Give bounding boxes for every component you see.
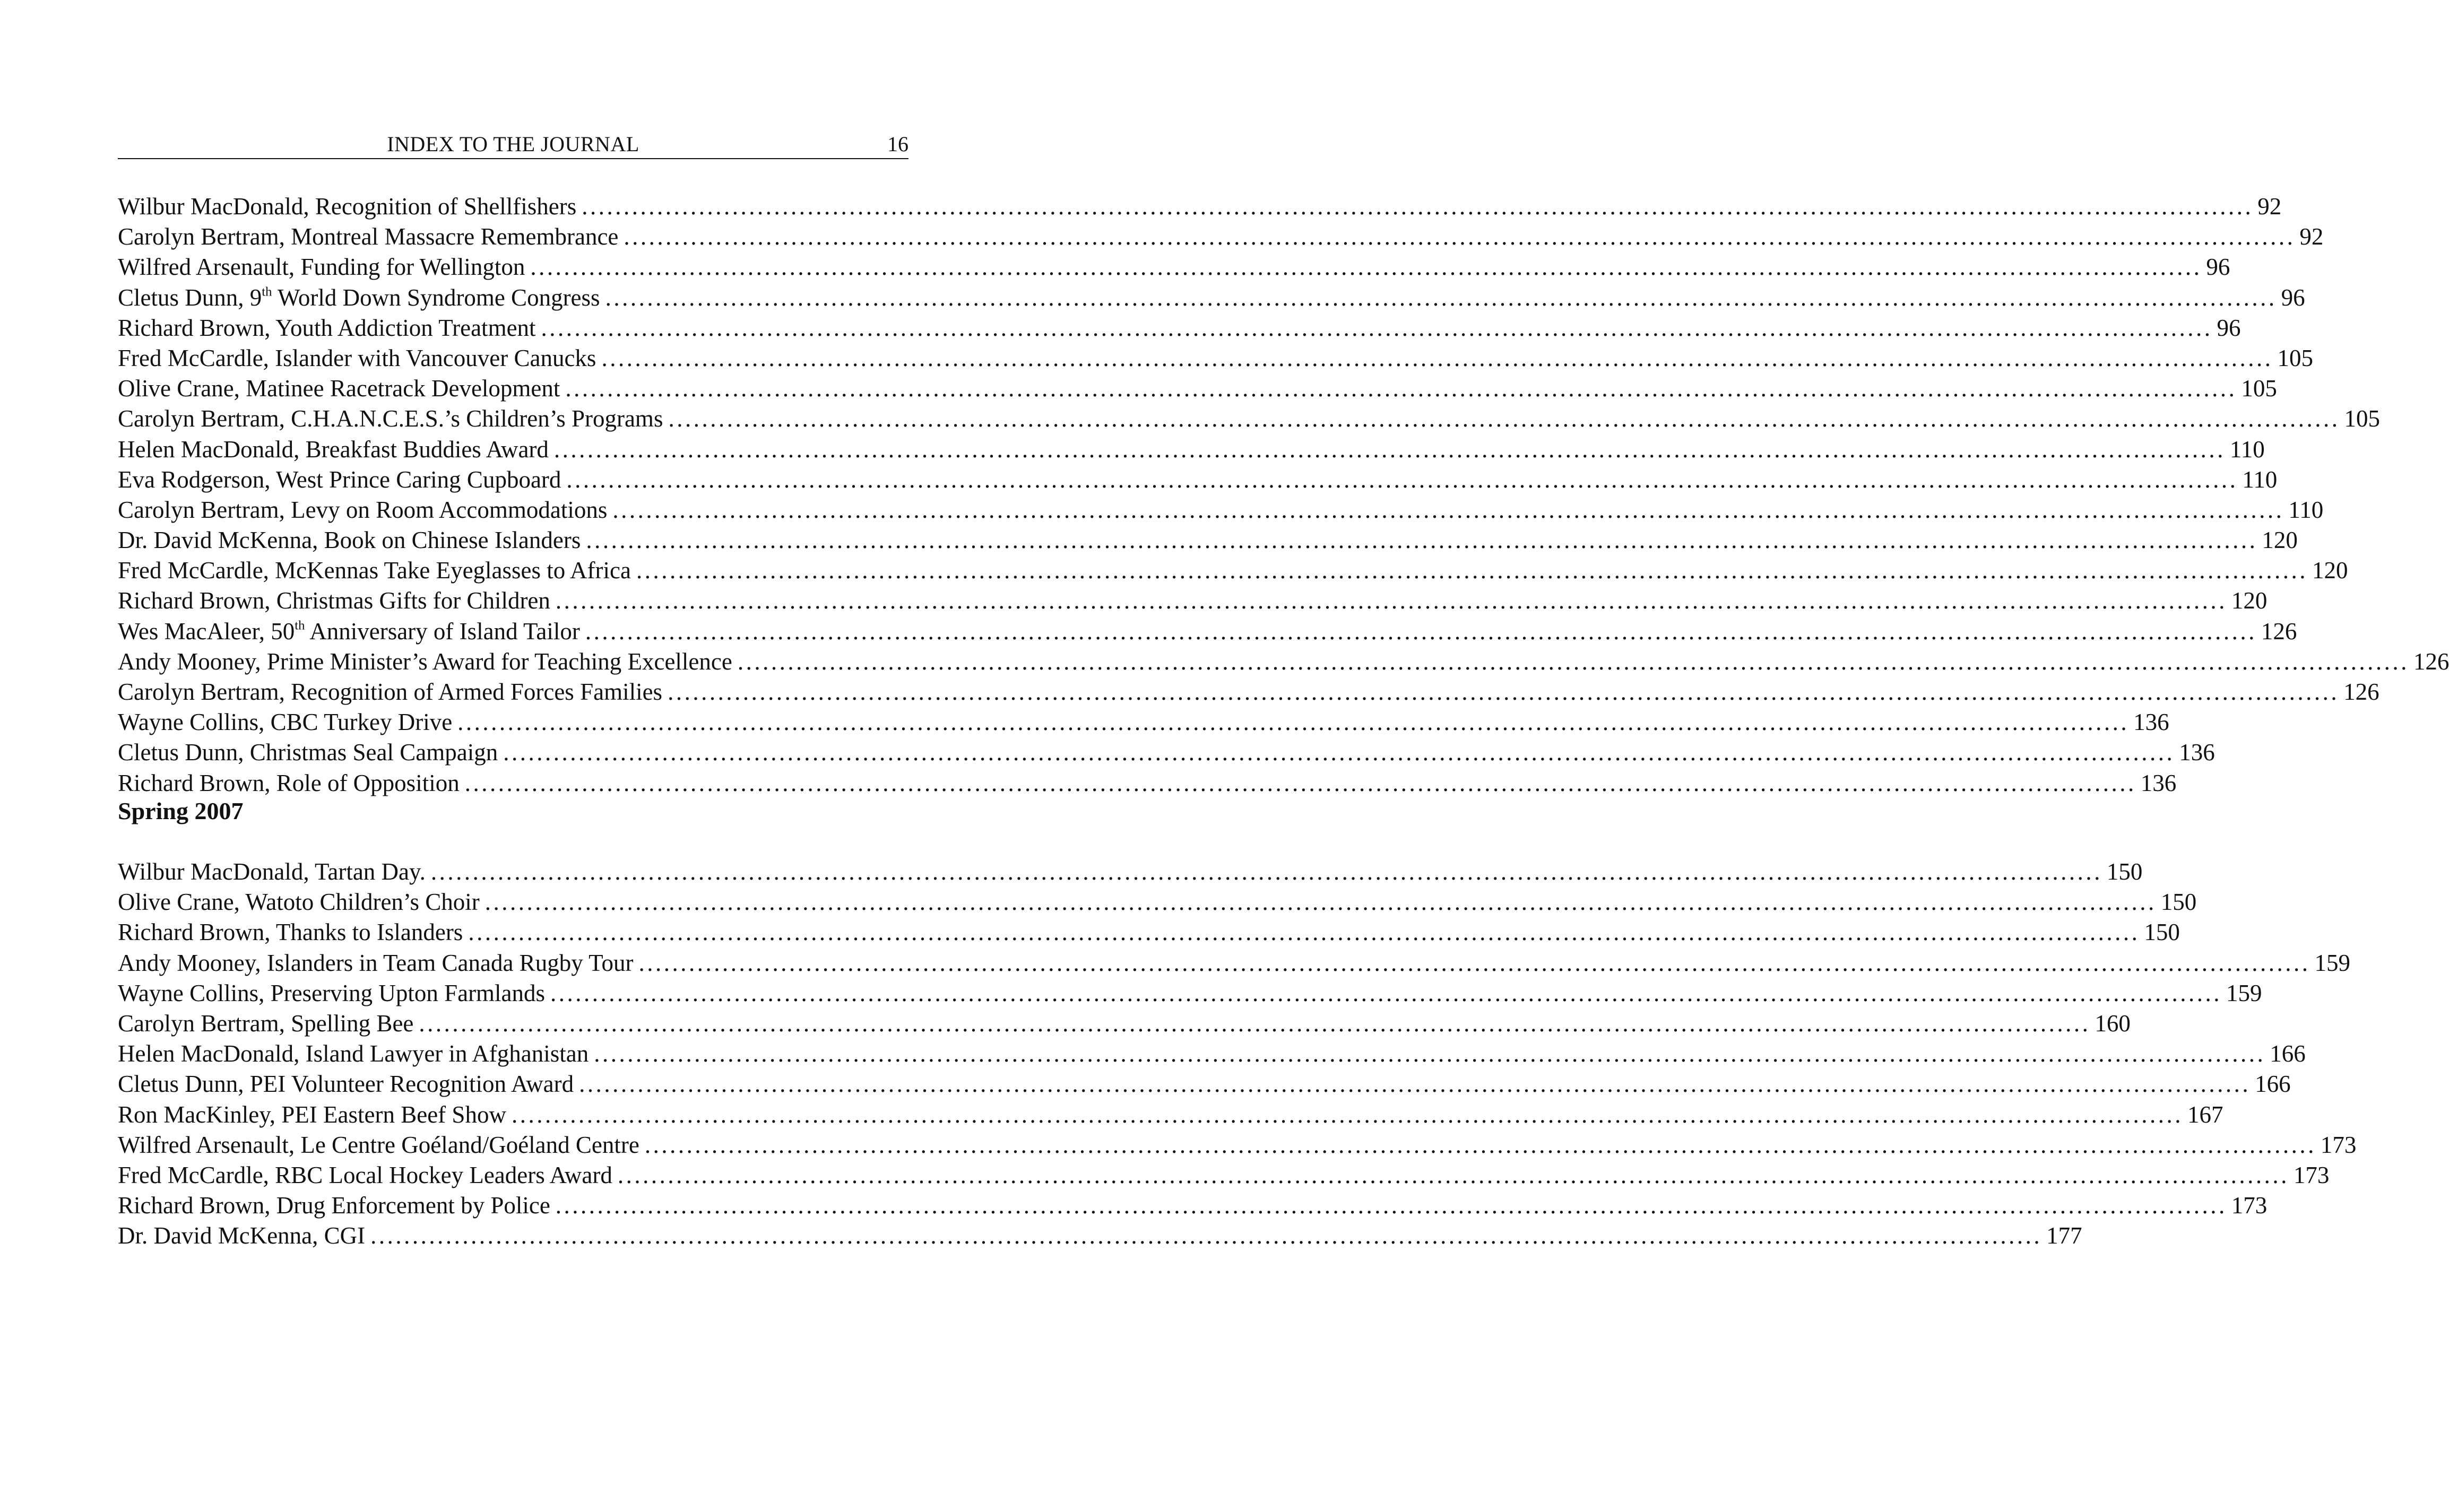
index-entry bbox=[118, 616, 2297, 647]
entry-text: Andy Mooney, Prime Minister’s Award for Teaching Excellence bbox=[118, 648, 732, 675]
entry-member-name: Carolyn Bertram bbox=[118, 405, 279, 432]
entry-topic: Thanks to Islanders bbox=[275, 919, 463, 946]
entry-text: Ron MacKinley, PEI Eastern Beef Show bbox=[118, 1101, 506, 1128]
index-entry bbox=[118, 525, 2298, 555]
entry-page-number: 136 bbox=[2140, 769, 2177, 796]
entry-topic: Prime Minister’s Award for Teaching Excellence bbox=[266, 648, 732, 675]
dot-leader: ........................................................................................................................................................................................................ bbox=[594, 1040, 2266, 1067]
dot-leader: ........................................................................................................................................................................................................ bbox=[636, 557, 2308, 584]
entry-page-number: 173 bbox=[2293, 1161, 2330, 1188]
dot-leader: ........................................................................................................................................................................................................ bbox=[566, 466, 2238, 493]
index-page bbox=[118, 0, 2449, 1512]
entry-text: Wayne Collins, Preserving Upton Farmlands bbox=[118, 979, 546, 1006]
entry-member-name: Andy Mooney bbox=[118, 949, 255, 976]
entry-page-number: 110 bbox=[2242, 466, 2278, 493]
entry-page-number: 126 bbox=[2261, 618, 2297, 645]
entry-member-name: Fred McCardle bbox=[118, 1161, 263, 1188]
index-entry bbox=[118, 1130, 2357, 1160]
entry-member-name: Ron MacKinley bbox=[118, 1101, 270, 1128]
entry-topic: Recognition of Armed Forces Families bbox=[291, 679, 663, 705]
entry-topic: Youth Addiction Treatment bbox=[275, 314, 536, 341]
entry-topic: Funding for Wellington bbox=[300, 254, 525, 281]
entry-member-name: Olive Crane bbox=[118, 375, 234, 402]
entry-text: Dr. David McKenna, Book on Chinese Islanders bbox=[118, 527, 581, 554]
entry-topic: Watoto Children’s Choir bbox=[245, 889, 480, 916]
entry-topic: McKennas Take Eyeglasses to Africa bbox=[275, 557, 631, 584]
entry-text: Fred McCardle, McKennas Take Eyeglasses to Africa bbox=[118, 557, 631, 584]
index-entry bbox=[118, 677, 2379, 707]
entry-member-name: Carolyn Bertram bbox=[118, 1010, 279, 1037]
dot-leader: ........................................................................................................................................................................................................ bbox=[644, 1131, 2316, 1158]
index-entry bbox=[118, 404, 2380, 434]
entry-page-number: 150 bbox=[2144, 919, 2180, 946]
entry-member-name: Eva Rodgerson bbox=[118, 466, 265, 493]
entry-page-number: 136 bbox=[2133, 709, 2169, 736]
index-entry bbox=[118, 887, 2197, 917]
entry-topic: 9 bbox=[249, 284, 262, 311]
entry-member-name: Wilbur MacDonald bbox=[118, 858, 304, 885]
dot-leader: ........................................................................................................................................................................................................ bbox=[612, 496, 2284, 523]
dot-leader: ........................................................................................................................................................................................................ bbox=[555, 1192, 2227, 1219]
entry-page-number: 96 bbox=[2206, 254, 2230, 281]
entry-topic: Christmas Seal Campaign bbox=[249, 739, 498, 766]
dot-leader: ........................................................................................................................................................................................................ bbox=[468, 919, 2140, 946]
entry-page-number: 96 bbox=[2281, 284, 2305, 311]
page-number: 16 bbox=[887, 132, 908, 156]
entry-text: Carolyn Bertram, C.H.A.N.C.E.S.’s Children’s Programs bbox=[118, 405, 663, 432]
index-entry bbox=[118, 1100, 2223, 1130]
entry-topic: RBC Local Hockey Leaders Award bbox=[275, 1161, 612, 1188]
entry-text: Richard Brown, Youth Addiction Treatment bbox=[118, 314, 536, 341]
entry-text: Fred McCardle, Islander with Vancouver Canucks bbox=[118, 344, 596, 371]
entry-page-number: 92 bbox=[2299, 223, 2324, 250]
entry-page-number: 166 bbox=[2255, 1071, 2291, 1098]
index-entry bbox=[118, 222, 2324, 252]
entry-page-number: 167 bbox=[2187, 1101, 2223, 1128]
entry-page-number: 110 bbox=[2229, 436, 2265, 463]
entry-page-number: 126 bbox=[2413, 648, 2449, 675]
entry-member-name: Helen MacDonald bbox=[118, 1040, 294, 1067]
index-entry bbox=[118, 252, 2230, 282]
entry-topic: PEI Eastern Beef Show bbox=[281, 1101, 506, 1128]
index-entry bbox=[118, 1039, 2306, 1069]
entry-text: Carolyn Bertram, Recognition of Armed Forces Families bbox=[118, 679, 663, 705]
entry-text: Dr. David McKenna, CGI bbox=[118, 1222, 366, 1249]
entry-text: Helen MacDonald, Island Lawyer in Afghanistan bbox=[118, 1040, 589, 1067]
index-entry bbox=[118, 917, 2180, 948]
entry-topic: Book on Chinese Islanders bbox=[324, 527, 581, 554]
entry-member-name: Olive Crane bbox=[118, 889, 234, 916]
entry-member-name: Helen MacDonald bbox=[118, 436, 294, 463]
entry-member-name: Wilbur MacDonald bbox=[118, 193, 304, 220]
entry-page-number: 120 bbox=[2262, 527, 2298, 554]
entry-member-name: Dr. David McKenna bbox=[118, 527, 313, 554]
entry-text: Olive Crane, Matinee Racetrack Development bbox=[118, 375, 560, 402]
entry-topic: Role of Opposition bbox=[276, 769, 460, 796]
entry-text: Wes MacAleer, 50th Anniversary of Island Tailor bbox=[118, 618, 580, 645]
index-entry bbox=[118, 737, 2215, 768]
entry-topic: Islanders in Team Canada Rugby Tour bbox=[266, 949, 634, 976]
entry-topic: Breakfast Buddies Award bbox=[305, 436, 549, 463]
entry-page-number: 159 bbox=[2314, 949, 2350, 976]
index-entry bbox=[118, 1069, 2291, 1099]
entry-text: Carolyn Bertram, Levy on Room Accommodations bbox=[118, 496, 608, 523]
entry-topic: Preserving Upton Farmlands bbox=[270, 979, 546, 1006]
entry-text: Wilbur MacDonald, Recognition of Shellfishers bbox=[118, 193, 577, 220]
entry-text: Cletus Dunn, Christmas Seal Campaign bbox=[118, 739, 498, 766]
dot-leader: ........................................................................................................................................................................................................ bbox=[601, 344, 2273, 371]
entry-topic: Spelling Bee bbox=[291, 1010, 414, 1037]
dot-leader: ........................................................................................................................................................................................................ bbox=[430, 858, 2102, 885]
section-heading-spring-2007: Spring 2007 bbox=[118, 797, 244, 824]
entry-member-name: Richard Brown bbox=[118, 919, 265, 946]
dot-leader: ........................................................................................................................................................................................................ bbox=[737, 648, 2409, 675]
entry-text: Fred McCardle, RBC Local Hockey Leaders Award bbox=[118, 1161, 612, 1188]
entry-topic: Islander with Vancouver Canucks bbox=[275, 344, 596, 371]
entry-member-name: Wes MacAleer bbox=[118, 618, 259, 645]
entry-page-number: 160 bbox=[2095, 1010, 2131, 1037]
entry-page-number: 126 bbox=[2343, 679, 2379, 705]
entry-page-number: 105 bbox=[2344, 405, 2380, 432]
entry-page-number: 173 bbox=[2231, 1192, 2268, 1219]
entry-member-name: Wilfred Arsenault bbox=[118, 254, 289, 281]
entry-page-number: 92 bbox=[2257, 193, 2282, 220]
index-entry bbox=[118, 495, 2324, 525]
entry-text: Olive Crane, Watoto Children’s Choir bbox=[118, 889, 480, 916]
entry-member-name: Wilfred Arsenault bbox=[118, 1131, 289, 1158]
dot-leader: ........................................................................................................................................................................................................ bbox=[555, 587, 2227, 614]
entry-member-name: Carolyn Bertram bbox=[118, 223, 279, 250]
entry-topic-superscript: th bbox=[295, 618, 305, 633]
entry-member-name: Cletus Dunn bbox=[118, 739, 238, 766]
entry-member-name: Dr. David McKenna bbox=[118, 1222, 313, 1249]
index-entry bbox=[118, 978, 2262, 1009]
index-entry bbox=[118, 1009, 2131, 1039]
entry-topic: Tartan Day. bbox=[315, 858, 426, 885]
index-entry bbox=[118, 768, 2177, 798]
entry-page-number: 136 bbox=[2179, 739, 2215, 766]
entry-member-name: Fred McCardle bbox=[118, 344, 263, 371]
dot-leader: ........................................................................................................................................................................................................ bbox=[579, 1071, 2251, 1098]
dot-leader: ........................................................................................................................................................................................................ bbox=[530, 254, 2202, 281]
dot-leader: ........................................................................................................................................................................................................ bbox=[511, 1101, 2183, 1128]
entry-page-number: 159 bbox=[2226, 979, 2262, 1006]
index-entry bbox=[118, 555, 2348, 586]
dot-leader: ........................................................................................................................................................................................................ bbox=[582, 193, 2254, 220]
index-entry bbox=[118, 857, 2143, 887]
entry-text: Richard Brown, Christmas Gifts for Children bbox=[118, 587, 550, 614]
index-entry bbox=[118, 343, 2313, 373]
index-entry bbox=[118, 192, 2282, 222]
entry-text: Wilfred Arsenault, Funding for Wellington bbox=[118, 254, 525, 281]
dot-leader: ........................................................................................................................................................................................................ bbox=[484, 889, 2157, 916]
index-entry bbox=[118, 1221, 2082, 1251]
page-header bbox=[118, 131, 908, 159]
index-entry bbox=[118, 586, 2268, 616]
entry-page-number: 105 bbox=[2241, 375, 2277, 402]
entry-text: Wayne Collins, CBC Turkey Drive bbox=[118, 709, 453, 736]
dot-leader: ........................................................................................................................................................................................................ bbox=[586, 527, 2258, 554]
entry-topic: PEI Volunteer Recognition Award bbox=[249, 1071, 574, 1098]
dot-leader: ........................................................................................................................................................................................................ bbox=[585, 618, 2257, 645]
dot-leader: ........................................................................................................................................................................................................ bbox=[370, 1222, 2043, 1249]
entry-text: Carolyn Bertram, Spelling Bee bbox=[118, 1010, 414, 1037]
entry-page-number: 173 bbox=[2320, 1131, 2357, 1158]
entry-topic-superscript: th bbox=[262, 284, 272, 299]
entry-member-name: Richard Brown bbox=[118, 769, 265, 796]
entry-topic: CGI bbox=[324, 1222, 366, 1249]
index-entry bbox=[118, 313, 2241, 343]
entry-member-name: Andy Mooney bbox=[118, 648, 255, 675]
index-entry bbox=[118, 1191, 2268, 1221]
entry-member-name: Cletus Dunn bbox=[118, 284, 238, 311]
entry-text: Richard Brown, Role of Opposition bbox=[118, 769, 460, 796]
entry-text: Richard Brown, Drug Enforcement by Police bbox=[118, 1192, 550, 1219]
entry-member-name: Cletus Dunn bbox=[118, 1071, 238, 1098]
dot-leader: ........................................................................................................................................................................................................ bbox=[668, 679, 2340, 705]
entry-member-name: Wayne Collins bbox=[118, 709, 259, 736]
entry-text: Andy Mooney, Islanders in Team Canada Rugby Tour bbox=[118, 949, 634, 976]
entry-text: Richard Brown, Thanks to Islanders bbox=[118, 919, 463, 946]
entry-topic: Montreal Massacre Remembrance bbox=[291, 223, 619, 250]
dot-leader: ........................................................................................................................................................................................................ bbox=[419, 1010, 2091, 1037]
entry-text: Wilfred Arsenault, Le Centre Goéland/Goéland Centre bbox=[118, 1131, 639, 1158]
entry-topic: C.H.A.N.C.E.S.’s Children’s Programs bbox=[291, 405, 663, 432]
dot-leader: ........................................................................................................................................................................................................ bbox=[605, 284, 2277, 311]
index-entry bbox=[118, 373, 2277, 404]
dot-leader: ........................................................................................................................................................................................................ bbox=[638, 949, 2310, 976]
dot-leader: ........................................................................................................................................................................................................ bbox=[624, 223, 2296, 250]
entry-topic: West Prince Caring Cupboard bbox=[275, 466, 561, 493]
entry-text: Cletus Dunn, 9th World Down Syndrome Congress bbox=[118, 284, 600, 311]
dot-leader: ........................................................................................................................................................................................................ bbox=[550, 979, 2222, 1006]
entry-topic: Drug Enforcement by Police bbox=[276, 1192, 550, 1219]
entry-member-name: Carolyn Bertram bbox=[118, 679, 279, 705]
entry-topic: CBC Turkey Drive bbox=[270, 709, 453, 736]
dot-leader: ........................................................................................................................................................................................................ bbox=[457, 709, 2130, 736]
entry-topic: Recognition of Shellfishers bbox=[315, 193, 577, 220]
entry-page-number: 150 bbox=[2106, 858, 2143, 885]
index-entry bbox=[118, 465, 2278, 495]
entry-topic: Matinee Racetrack Development bbox=[246, 375, 560, 402]
index-section-winter bbox=[118, 192, 2449, 798]
entry-page-number: 150 bbox=[2160, 889, 2197, 916]
entry-page-number: 105 bbox=[2277, 344, 2313, 371]
dot-leader: ........................................................................................................................................................................................................ bbox=[668, 405, 2340, 432]
index-entry bbox=[118, 707, 2169, 737]
entry-page-number: 177 bbox=[2046, 1222, 2082, 1249]
entry-member-name: Carolyn Bertram bbox=[118, 496, 279, 523]
entry-topic-continued: Anniversary of Island Tailor bbox=[305, 618, 580, 645]
entry-page-number: 110 bbox=[2288, 496, 2324, 523]
dot-leader: ........................................................................................................................................................................................................ bbox=[617, 1161, 2289, 1188]
entry-member-name: Wayne Collins bbox=[118, 979, 259, 1006]
index-entry bbox=[118, 948, 2350, 978]
entry-text: Eva Rodgerson, West Prince Caring Cupboard bbox=[118, 466, 561, 493]
entry-text: Helen MacDonald, Breakfast Buddies Award bbox=[118, 436, 549, 463]
dot-leader: ........................................................................................................................................................................................................ bbox=[464, 769, 2136, 796]
index-entry bbox=[118, 1160, 2330, 1191]
index-entry bbox=[118, 435, 2265, 465]
index-entry bbox=[118, 283, 2305, 313]
index-entry bbox=[118, 647, 2449, 677]
entry-member-name: Richard Brown bbox=[118, 314, 265, 341]
dot-leader: ........................................................................................................................................................................................................ bbox=[503, 739, 2175, 766]
index-section-spring-2007 bbox=[118, 857, 2357, 1251]
entry-page-number: 96 bbox=[2217, 314, 2241, 341]
entry-member-name: Richard Brown bbox=[118, 587, 265, 614]
dot-leader: ........................................................................................................................................................................................................ bbox=[565, 375, 2237, 402]
entry-text: Wilbur MacDonald, Tartan Day. bbox=[118, 858, 426, 885]
entry-topic: Levy on Room Accommodations bbox=[291, 496, 608, 523]
dot-leader: ........................................................................................................................................................................................................ bbox=[541, 314, 2213, 341]
dot-leader: ........................................................................................................................................................................................................ bbox=[553, 436, 2226, 463]
entry-text: Cletus Dunn, PEI Volunteer Recognition Award bbox=[118, 1071, 574, 1098]
entry-topic: Christmas Gifts for Children bbox=[276, 587, 550, 614]
entry-text: Carolyn Bertram, Montreal Massacre Remembrance bbox=[118, 223, 619, 250]
entry-topic: Le Centre Goéland/Goéland Centre bbox=[300, 1131, 639, 1158]
entry-topic: 50 bbox=[271, 618, 295, 645]
entry-member-name: Fred McCardle bbox=[118, 557, 263, 584]
entry-topic: Island Lawyer in Afghanistan bbox=[305, 1040, 589, 1067]
entry-page-number: 166 bbox=[2270, 1040, 2306, 1067]
entry-member-name: Richard Brown bbox=[118, 1192, 265, 1219]
entry-page-number: 120 bbox=[2231, 587, 2268, 614]
entry-topic-continued: World Down Syndrome Congress bbox=[272, 284, 600, 311]
entry-page-number: 120 bbox=[2312, 557, 2348, 584]
page-title: INDEX TO THE JOURNAL bbox=[387, 132, 639, 156]
